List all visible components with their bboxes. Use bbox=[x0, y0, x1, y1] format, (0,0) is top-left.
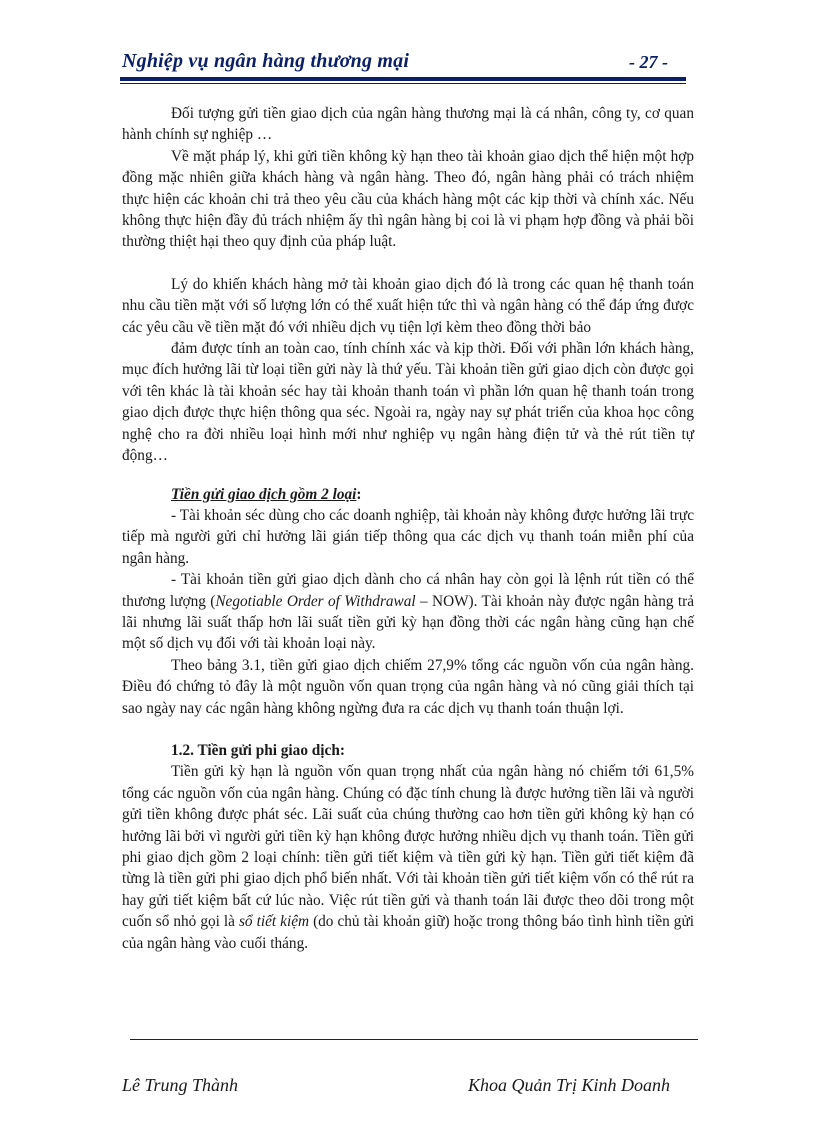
spacer bbox=[122, 253, 694, 274]
page-content bbox=[122, 103, 694, 954]
paragraph-6 bbox=[122, 761, 694, 954]
header-title: Nghiệp vụ ngân hàng thương mại bbox=[122, 50, 410, 72]
list-item-2-italic: Negotiable Order of Withdrawal bbox=[215, 592, 416, 610]
subsection-heading bbox=[122, 484, 694, 505]
paragraph-5: Theo bảng 3.1, tiền gửi giao dịch chiếm 27,9% tổng các nguồn vốn của ngân hàng. Điều đó chứng tỏ đây là một nguồn vốn quan trọng của ngân hàng và nó cũng giải thích tại sao ngày nay các ngân hàng không ngừng đưa ra các dịch vụ thanh toán thuận lợi. bbox=[122, 656, 694, 717]
list-item-1: - Tài khoản séc dùng cho các doanh nghiệp, tài khoản này không được hưởng lãi trực tiếp mà người gửi chỉ hưởng lãi gián tiếp thông qua các dịch vụ thanh toán miễn phí của ngân hàng. bbox=[122, 506, 694, 567]
page-header bbox=[122, 50, 682, 80]
paragraph-6-italic: sổ tiết kiệm bbox=[238, 913, 310, 931]
footer-rule bbox=[130, 1039, 698, 1040]
footer-author: Lê Trung Thành bbox=[122, 1075, 239, 1095]
paragraph-6-text-a: Tiền gửi kỳ hạn là nguồn vốn quan trọng nhất của ngân hàng nó chiếm tới 61,5% tổng các nguồn vốn của ngân hàng. Chúng có đặc tính chung là được hưởng tiền lãi và người gửi tiền không được phát séc. Lãi suất của chúng thường cao hơn tiền gửi không kỳ hạn có hưởng lãi bởi vì người gửi tiền kỳ hạn không được hưởng nhiều dịch vụ thanh toán. Tiền gửi phi giao dịch gồm 2 loại chính: tiền gửi tiết kiệm và tiền gửi kỳ hạn. Tiền gửi tiết kiệm đã từng là tiền gửi phi giao dịch phổ biến nhất. Với tài khoản tiền gửi tiết kiệm vốn có thể rút ra hay gửi tiết kiệm bất cứ lúc nào. Việc rút tiền gửi và thanh toán lãi được theo dõi trong một cuốn sổ nhỏ gọi là bbox=[122, 763, 694, 931]
spacer bbox=[122, 719, 694, 740]
list-item-2 bbox=[122, 569, 694, 655]
paragraph-4: đảm được tính an toàn cao, tính chính xác và kịp thời. Đối với phần lớn khách hàng, mục đích hưởng lãi từ loại tiền gửi này là thứ yếu. Tài khoản tiền gửi giao dịch còn được gọi với tên khác là tài khoản séc hay tài khoản thanh toán vì phần lớn quan hệ thanh toán trong giao dịch được thực hiện thông qua séc. Ngoài ra, ngày nay sự phát triển của khoa học công nghệ cho ra đời nhiều loại hình mới như nghiệp vụ ngân hàng điện tử và thẻ rút tiền tự động… bbox=[122, 340, 694, 465]
subsection-heading-text: Tiền gửi giao dịch gồm 2 loại bbox=[171, 485, 357, 503]
spacer bbox=[122, 467, 694, 484]
paragraph-2: Về mặt pháp lý, khi gửi tiền không kỳ hạn theo tài khoản giao dịch thể hiện một hợp đồng mặc nhiên giữa khách hàng và ngân hàng. Theo đó, ngân hàng phải có trách nhiệm thực hiện các khoản chi trả theo yêu cầu của khách hàng một các kịp thời và chính xác. Nếu không thực hiện đầy đủ trách nhiệm ấy thì ngân hàng bị coi là vi phạm hợp đồng và phải bồi thường thiệt hại theo quy định của pháp luật. bbox=[122, 147, 694, 251]
footer-department: Khoa Quản Trị Kinh Doanh bbox=[468, 1075, 671, 1095]
page-number: - 27 - bbox=[629, 52, 668, 72]
subsection-heading-colon: : bbox=[356, 485, 362, 503]
header-rule bbox=[120, 77, 686, 84]
paragraph-6-text-b: (do chủ tài khoản giữ) hoặc trong thông báo tình hình tiền gửi của ngân hàng vào cuối tháng. bbox=[122, 913, 694, 952]
list-item-2-text-a: - Tài khoản tiền gửi giao dịch dành cho cá nhân hay còn gọi là lệnh rút tiền có thể thương lượng ( bbox=[122, 571, 694, 610]
paragraph-3: Lý do khiến khách hàng mở tài khoản giao dịch đó là trong các quan hệ thanh toán nhu cầu tiền mặt với số lượng lớn có thể xuất hiện tức thì và ngân hàng có thể đáp ứng được các yêu cầu về tiền mặt đó với nhiều dịch vụ tiện lợi kèm theo đồng thời bảo bbox=[122, 275, 694, 336]
section-heading: 1.2. Tiền gửi phi giao dịch: bbox=[171, 741, 345, 759]
list-item-2-text-b: – NOW). Tài khoản này được ngân hàng trả lãi nhưng lãi suất thấp hơn lãi suất tiền gửi kỳ hạn đồng thời các ngân hàng cũng hạn chế một số dịch vụ đối với tài khoản loại này. bbox=[122, 592, 695, 653]
paragraph-1: Đối tượng gửi tiền giao dịch của ngân hàng thương mại là cá nhân, công ty, cơ quan hành chính sự nghiệp … bbox=[122, 105, 694, 144]
